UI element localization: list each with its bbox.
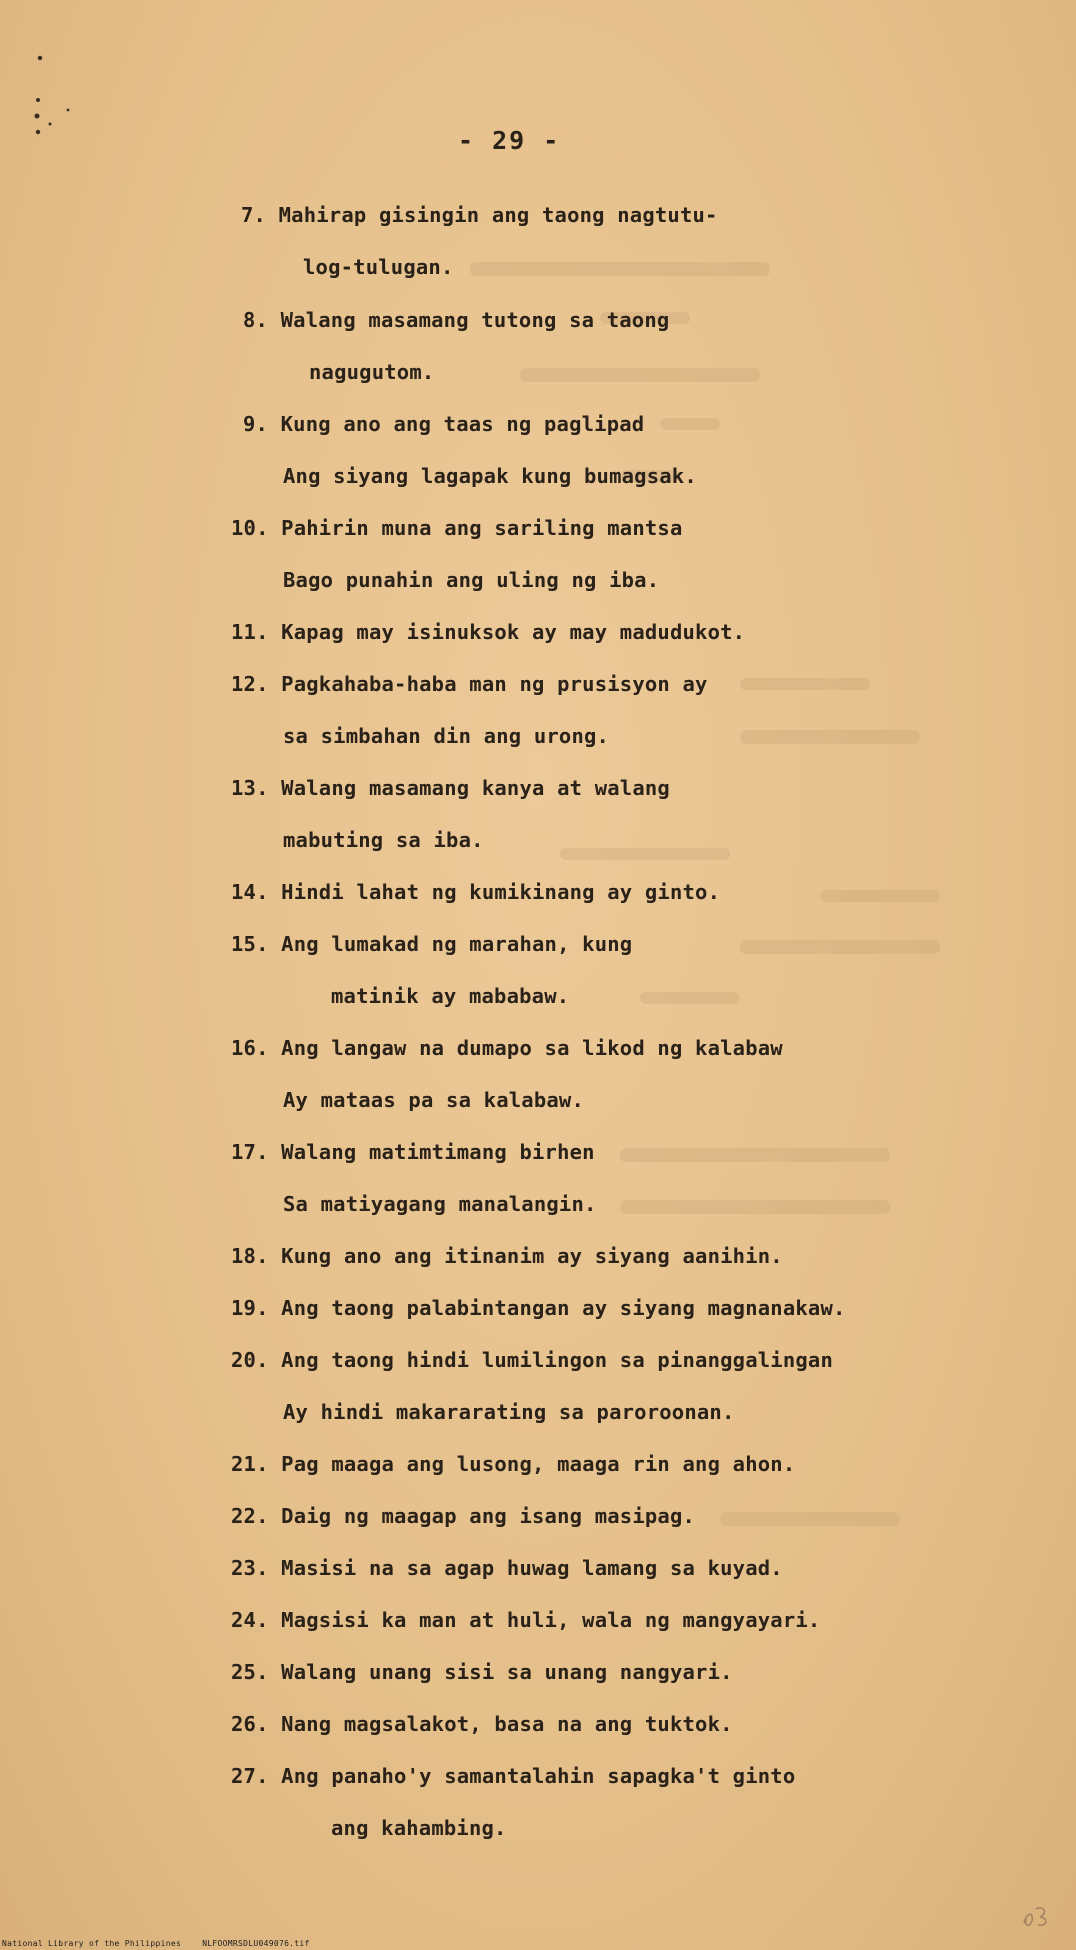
proverb-23-line-1: 23. Masisi na sa agap huwag lamang sa kuyad. [231,1556,783,1580]
proverb-13-line-2: mabuting sa iba. [283,828,484,852]
proverb-10-line-1: 10. Pahirin muna ang sariling mantsa [231,516,683,540]
page-number: - 29 - [458,126,561,155]
proverb-20-line-2: Ay hindi makararating sa paroroonan. [283,1400,735,1424]
proverb-16-line-1: 16. Ang langaw na dumapo sa likod ng kalabaw [231,1036,783,1060]
proverb-10-line-2: Bago punahin ang uling ng iba. [283,568,660,592]
proverb-15-line-2: matinik ay mababaw. [331,984,570,1008]
proverb-27-line-2: ang kahambing. [331,1816,507,1840]
proverb-17-line-2: Sa matiyagang manalangin. [283,1192,597,1216]
proverb-9-line-2: Ang siyang lagapak kung bumagsak. [283,464,697,488]
proverb-13-line-1: 13. Walang masamang kanya at walang [231,776,670,800]
proverb-21-line-1: 21. Pag maaga ang lusong, maaga rin ang ahon. [231,1452,796,1476]
proverb-26-line-1: 26. Nang magsalakot, basa na ang tuktok. [231,1712,733,1736]
proverb-22-line-1: 22. Daig ng maagap ang isang masipag. [231,1504,696,1528]
proverb-9-line-1: 9. Kung ano ang taas ng paglipad [243,412,645,436]
proverb-12-line-1: 12. Pagkahaba-haba man ng prusisyon ay [231,672,708,696]
footer-caption [2,1939,326,1948]
proverb-18-line-1: 18. Kung ano ang itinanim ay siyang aanihin. [231,1244,783,1268]
proverb-11-line-1: 11. Kapag may isinuksok ay may madudukot. [231,620,746,644]
footer-library: National Library of the Philippines [2,1939,182,1948]
proverb-24-line-1: 24. Magsisi ka man at huli, wala ng mangyayari. [231,1608,821,1632]
proverb-15-line-1: 15. Ang lumakad ng marahan, kung [231,932,633,956]
proverb-25-line-1: 25. Walang unang sisi sa unang nangyari. [231,1660,733,1684]
proverb-17-line-1: 17. Walang matimtimang birhen [231,1140,595,1164]
margin-marks [28,40,78,150]
proverb-7-line-1: 7. Mahirap gisingin ang taong nagtutu- [241,203,718,227]
handwritten-page-mark [1018,1895,1058,1935]
proverb-7-line-2: log-tulugan. [303,255,454,279]
footer-filename: NLFOOMRSDLU049076.tif [202,1939,310,1948]
proverb-12-line-2: sa simbahan din ang urong. [283,724,610,748]
proverb-19-line-1: 19. Ang taong palabintangan ay siyang magnanakaw. [231,1296,846,1320]
proverb-8-line-2: nagugutom. [309,360,435,384]
proverb-14-line-1: 14. Hindi lahat ng kumikinang ay ginto. [231,880,721,904]
proverb-27-line-1: 27. Ang panaho'y samantalahin sapagka't ginto [231,1764,796,1788]
proverb-16-line-2: Ay mataas pa sa kalabaw. [283,1088,585,1112]
proverb-20-line-1: 20. Ang taong hindi lumilingon sa pinanggalingan [231,1348,834,1372]
proverb-8-line-1: 8. Walang masamang tutong sa taong [243,308,670,332]
